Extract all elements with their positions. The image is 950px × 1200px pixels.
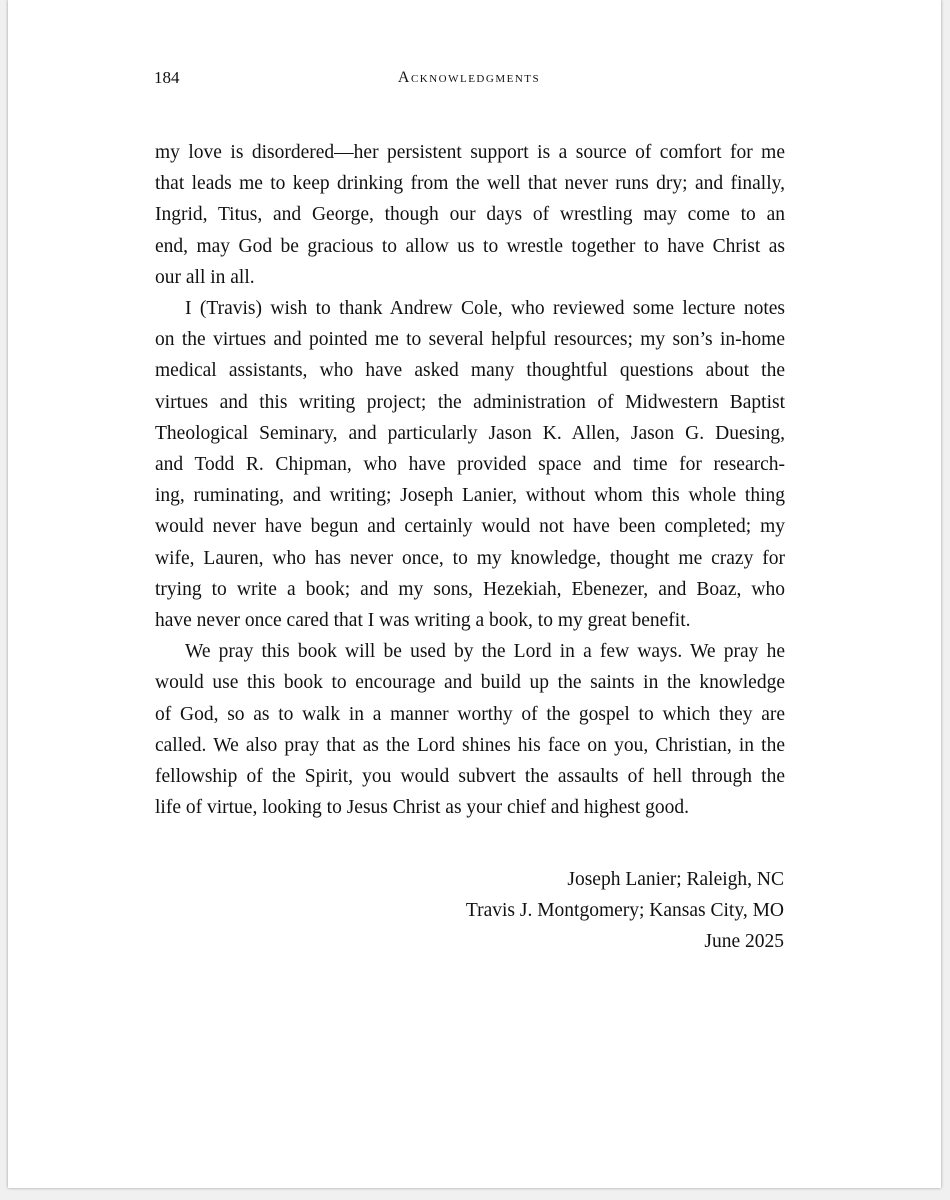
- text-line: wife, Lauren, who has never once, to my knowledge, thought me crazy for: [155, 547, 785, 569]
- signature-block: [466, 864, 784, 958]
- text-line: of God, so as to walk in a manner worthy of the gospel to which they are: [155, 703, 785, 725]
- text-line: that leads me to keep drinking from the well that never runs dry; and finally,: [155, 173, 785, 195]
- paragraph-1: [155, 137, 785, 293]
- text-line: medical assistants, who have asked many thoughtful questions about the: [155, 360, 785, 382]
- signature-author-1: Joseph Lanier; Raleigh, NC: [567, 869, 784, 890]
- text-line: would use this book to encourage and build up the saints in the knowledge: [155, 672, 785, 694]
- text-line: trying to write a book; and my sons, Hezekiah, Ebenezer, and Boaz, who: [155, 578, 785, 600]
- text-line: would never have begun and certainly would not have been completed; my: [155, 516, 785, 538]
- running-head: [154, 68, 784, 96]
- signature-date: June 2025: [704, 931, 784, 953]
- text-line: virtues and this writing project; the administration of Midwestern Baptist: [155, 391, 785, 413]
- text-line: my love is disordered—her persistent support is a source of comfort for me: [155, 142, 785, 163]
- chapter-title: Acknowledgments: [397, 69, 541, 86]
- text-line: Ingrid, Titus, and George, though our days of wrestling may come to an: [155, 204, 785, 226]
- text-line: our all in all.: [155, 266, 255, 288]
- book-page: [8, 0, 941, 1188]
- page-number: 184: [154, 68, 180, 87]
- text-line: I (Travis) wish to thank Andrew Cole, who reviewed some lecture notes: [185, 298, 785, 320]
- signature-author-2: Travis J. Montgomery; Kansas City, MO: [465, 900, 784, 922]
- text-line: We pray this book will be used by the Lord in a few ways. We pray he: [185, 641, 785, 663]
- text-line: and Todd R. Chipman, who have provided space and time for research-: [155, 454, 785, 476]
- text-line: have never once cared that I was writing a book, to my great benefit.: [155, 610, 691, 632]
- text-line: called. We also pray that as the Lord shines his face on you, Christian, in the: [155, 734, 785, 756]
- text-line: fellowship of the Spirit, you would subvert the assaults of hell through the: [155, 766, 785, 788]
- body-text: [155, 137, 785, 823]
- paragraph-2: [155, 293, 785, 636]
- paragraph-3: [155, 636, 785, 823]
- text-line: Theological Seminary, and particularly Jason K. Allen, Jason G. Duesing,: [155, 422, 785, 444]
- text-line: life of virtue, looking to Jesus Christ as your chief and highest good.: [155, 797, 690, 819]
- text-line: end, may God be gracious to allow us to wrestle together to have Christ as: [155, 235, 785, 257]
- text-line: on the virtues and pointed me to several helpful resources; my son’s in-home: [155, 329, 785, 351]
- text-line: ing, ruminating, and writing; Joseph Lanier, without whom this whole thing: [155, 485, 785, 507]
